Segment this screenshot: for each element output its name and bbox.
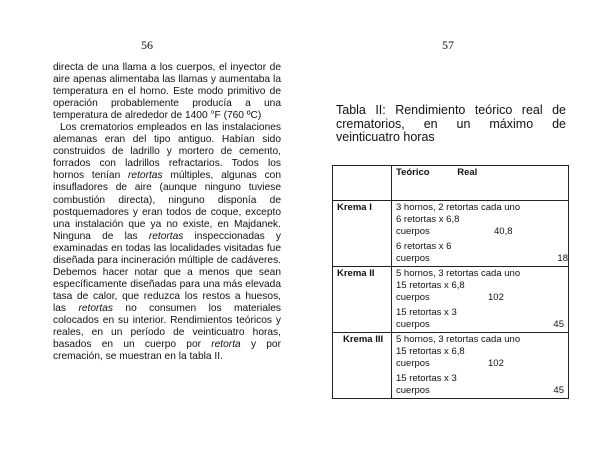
theoretical-value: 40,8 xyxy=(494,226,513,237)
table-title: Tabla II: Rendimiento teórico real de crematorios, en un máximo de veinticuatro horas xyxy=(336,103,566,144)
left-page-body xyxy=(53,62,281,363)
row-label: Krema III xyxy=(333,333,392,399)
row-line: 15 retortas x 3 xyxy=(396,373,457,384)
row-line xyxy=(396,385,564,397)
row-text: cuerpos xyxy=(396,253,430,264)
table-row xyxy=(333,267,569,333)
row-line xyxy=(396,319,564,331)
table-header-row xyxy=(333,166,569,201)
row-line: 15 retortas x 6,8 xyxy=(396,346,465,357)
row-text: cuerpos xyxy=(396,226,430,237)
paragraph-2: Los crematorios empleados en las instalaciones alemanas eran del tipo antiguo. Habían sido construidos de ladrillo y mortero de cemento, forrados con ladrillos refractarios. Todos los hornos tenían retortas múltiples, algunas con insufladores de aire (aunque ninguno tuviese combustión directa), ninguno disponía de postquemadores y eran todos de coque, excepto una instalación que ya no existe, en Majdanek. Ninguna de las retortas inspeccionadas y examinadas en todas las localidades visitadas fue diseñada para incineración múltiple de cadáveres. Debemos hacer notar que a menos que sean específicamente diseñadas para una más elevada tasa de calor, que reduzca los restos a huesos, las retortas no consumen los materiales colocados en su interior. Rendimientos teóricos y reales, en un período de veinticuatro horas, basados en un cuerpo por retorta y por cremación, se muestran en la tabla II. xyxy=(53,122,282,363)
table-row xyxy=(333,333,569,399)
theoretical-value: 102 xyxy=(488,292,504,303)
header-cell xyxy=(392,166,569,201)
row-line: 5 hornos, 3 retortas cada uno xyxy=(396,268,521,279)
paragraph-1: directa de una llama a los cuerpos, el inyector de aire apenas alimentaba las llamas y aumentaba la temperatura en el horno. Este modo primitivo de operación probablemente producía a una temperatura de alrededor de 1400 °F (760 ºC) xyxy=(53,62,281,122)
row-content xyxy=(392,333,569,399)
header-empty-cell xyxy=(333,166,392,201)
right-page-number: 57 xyxy=(442,38,454,52)
row-line: 3 hornos, 2 retortas cada uno xyxy=(396,202,521,213)
table-row xyxy=(333,201,569,267)
row-line: 5 hornos, 3 retortas cada uno xyxy=(396,334,521,345)
row-text: cuerpos xyxy=(396,385,430,396)
header-teorico: Teórico xyxy=(396,167,430,178)
row-line xyxy=(396,226,564,238)
row-content xyxy=(392,201,569,267)
row-text: cuerpos xyxy=(396,358,430,369)
row-content xyxy=(392,267,569,333)
row-line: 6 retortas x 6,8 xyxy=(396,214,460,225)
left-page-number: 56 xyxy=(141,38,153,52)
row-label: Krema I xyxy=(333,201,392,267)
row-label: Krema II xyxy=(333,267,392,333)
row-line xyxy=(396,292,564,304)
real-value: 18 xyxy=(557,253,568,264)
row-line: 15 retortas x 6,8 xyxy=(396,280,465,291)
real-value: 45 xyxy=(553,385,564,396)
row-line xyxy=(396,253,568,265)
row-text: cuerpos xyxy=(396,292,430,303)
row-line: 6 retortas x 6 xyxy=(396,241,452,252)
crematoria-table xyxy=(332,165,569,399)
theoretical-value: 102 xyxy=(488,358,504,369)
header-real: Real xyxy=(457,167,478,178)
row-line: 15 retortas x 3 xyxy=(396,307,457,318)
real-value: 45 xyxy=(553,319,564,330)
row-line xyxy=(396,358,564,370)
row-text: cuerpos xyxy=(396,319,430,330)
